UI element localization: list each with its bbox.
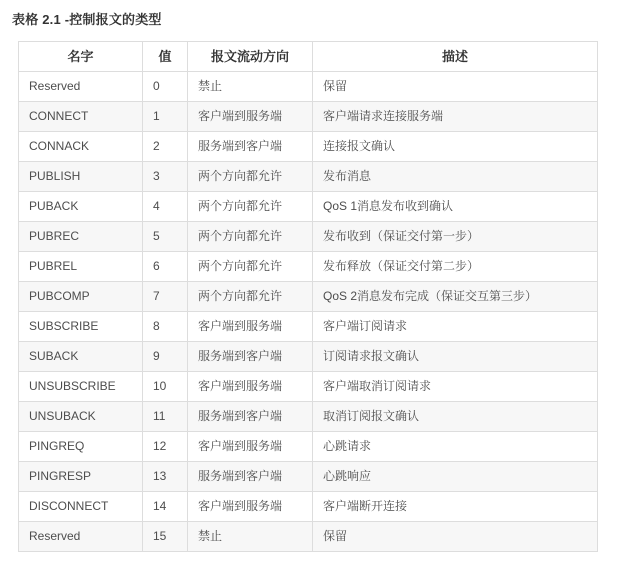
table-cell: 两个方向都允许	[188, 162, 313, 192]
table-cell: 10	[143, 372, 188, 402]
table-cell: SUBSCRIBE	[19, 312, 143, 342]
table-cell: SUBACK	[19, 342, 143, 372]
table-cell: 服务端到客户端	[188, 132, 313, 162]
table-cell: 3	[143, 162, 188, 192]
table-cell: 服务端到客户端	[188, 342, 313, 372]
table-cell: PUBCOMP	[19, 282, 143, 312]
table-cell: 保留	[313, 522, 598, 552]
table-row	[19, 42, 598, 72]
table-cell: 取消订阅报文确认	[313, 402, 598, 432]
table-cell: 服务端到客户端	[188, 462, 313, 492]
table-cell: 客户端到服务端	[188, 492, 313, 522]
table-cell: 发布消息	[313, 162, 598, 192]
table-row	[19, 462, 598, 492]
table-cell: PUBREL	[19, 252, 143, 282]
table-cell: 12	[143, 432, 188, 462]
table-cell: 客户端到服务端	[188, 432, 313, 462]
table-cell: 服务端到客户端	[188, 402, 313, 432]
table-cell: 发布收到（保证交付第一步）	[313, 222, 598, 252]
table-cell: CONNECT	[19, 102, 143, 132]
table-row	[19, 132, 598, 162]
table-row	[19, 342, 598, 372]
table-row	[19, 492, 598, 522]
table-cell: 两个方向都允许	[188, 192, 313, 222]
table-cell: 保留	[313, 72, 598, 102]
table-cell: PUBLISH	[19, 162, 143, 192]
table-cell: 心跳请求	[313, 432, 598, 462]
table-cell: 9	[143, 342, 188, 372]
table-cell: 7	[143, 282, 188, 312]
column-header: 描述	[313, 42, 598, 72]
table-body	[19, 72, 598, 552]
table-row	[19, 432, 598, 462]
table-cell: 客户端请求连接服务端	[313, 102, 598, 132]
table-cell: PUBACK	[19, 192, 143, 222]
table-cell: PINGRESP	[19, 462, 143, 492]
table-cell: 8	[143, 312, 188, 342]
table-cell: DISCONNECT	[19, 492, 143, 522]
table-cell: CONNACK	[19, 132, 143, 162]
control-packet-types-table	[18, 41, 598, 552]
table-row	[19, 282, 598, 312]
table-cell: 连接报文确认	[313, 132, 598, 162]
table-cell: 两个方向都允许	[188, 282, 313, 312]
table-cell: 客户端取消订阅请求	[313, 372, 598, 402]
table-cell: PINGREQ	[19, 432, 143, 462]
table-row	[19, 192, 598, 222]
table-cell: 两个方向都允许	[188, 252, 313, 282]
table-row	[19, 162, 598, 192]
table-cell: 客户端到服务端	[188, 102, 313, 132]
table-cell: 发布释放（保证交付第二步）	[313, 252, 598, 282]
table-cell: Reserved	[19, 522, 143, 552]
table-cell: UNSUBSCRIBE	[19, 372, 143, 402]
table-cell: 禁止	[188, 522, 313, 552]
table-row	[19, 312, 598, 342]
table-cell: QoS 1消息发布收到确认	[313, 192, 598, 222]
table-cell: 客户端订阅请求	[313, 312, 598, 342]
table-cell: PUBREC	[19, 222, 143, 252]
table-cell: 6	[143, 252, 188, 282]
table-cell: 心跳响应	[313, 462, 598, 492]
table-row	[19, 402, 598, 432]
table-cell: 5	[143, 222, 188, 252]
table-cell: 客户端到服务端	[188, 312, 313, 342]
table-cell: 0	[143, 72, 188, 102]
table-cell: 13	[143, 462, 188, 492]
table-header-row	[19, 42, 598, 72]
table-row	[19, 252, 598, 282]
table-cell: UNSUBACK	[19, 402, 143, 432]
table-caption: 表格 2.1 -控制报文的类型	[12, 12, 162, 27]
table-row	[19, 522, 598, 552]
column-header: 值	[143, 42, 188, 72]
table-row	[19, 222, 598, 252]
table-cell: 15	[143, 522, 188, 552]
table-cell: 4	[143, 192, 188, 222]
table-cell: 2	[143, 132, 188, 162]
table-row	[19, 372, 598, 402]
table-cell: Reserved	[19, 72, 143, 102]
table-cell: 客户端断开连接	[313, 492, 598, 522]
table-cell: 11	[143, 402, 188, 432]
table-cell: QoS 2消息发布完成（保证交互第三步）	[313, 282, 598, 312]
table-cell: 两个方向都允许	[188, 222, 313, 252]
table-cell: 14	[143, 492, 188, 522]
table-row	[19, 102, 598, 132]
table-cell: 1	[143, 102, 188, 132]
table-row	[19, 72, 598, 102]
table-cell: 客户端到服务端	[188, 372, 313, 402]
column-header: 报文流动方向	[188, 42, 313, 72]
table-cell: 禁止	[188, 72, 313, 102]
table-cell: 订阅请求报文确认	[313, 342, 598, 372]
column-header: 名字	[19, 42, 143, 72]
